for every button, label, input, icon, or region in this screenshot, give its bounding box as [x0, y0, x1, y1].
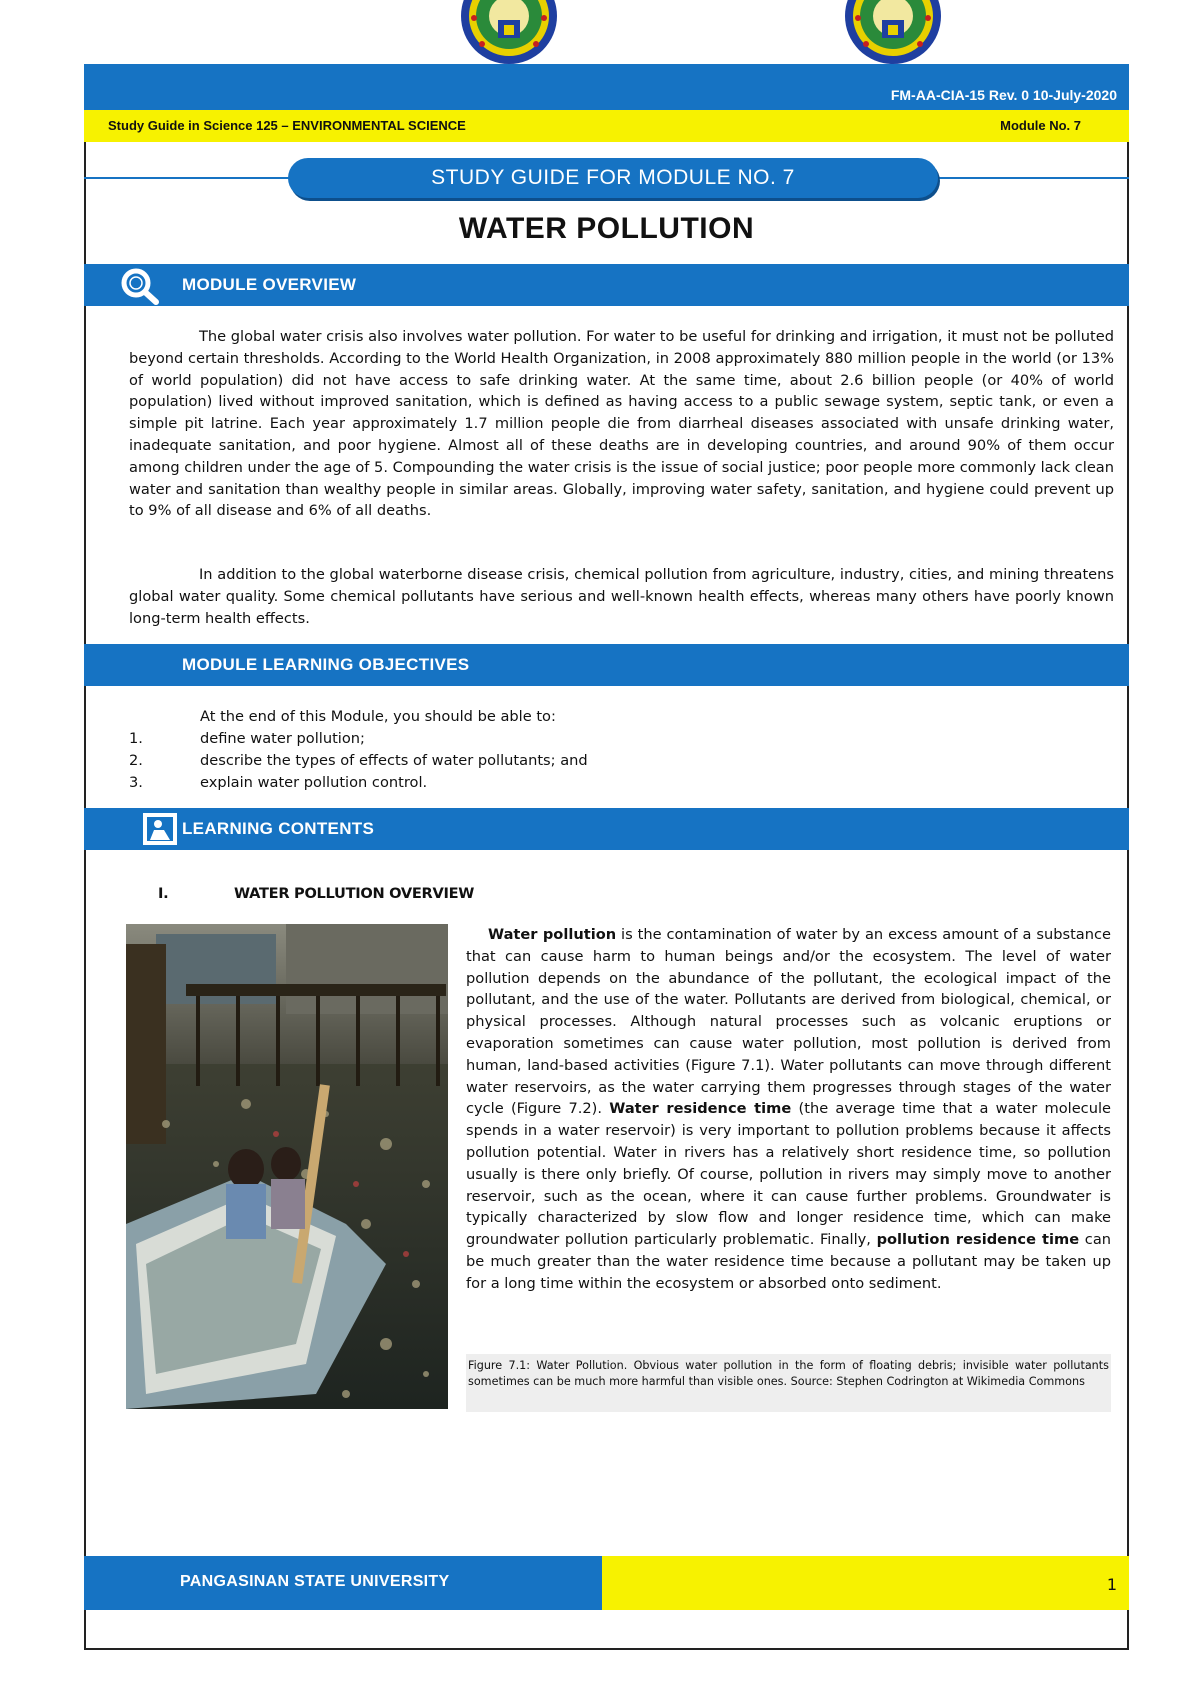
objectives-intro: At the end of this Module, you should be able to:: [200, 708, 556, 725]
study-guide-banner: STUDY GUIDE FOR MODULE NO. 7: [288, 158, 938, 198]
footer-page-bar: [602, 1556, 1129, 1610]
university-seal-left: [460, 0, 558, 66]
guide-header-bar: [84, 110, 1129, 142]
form-code-bar: [84, 64, 1129, 110]
list-item: 2. describe the types of effects of water pollutants; and: [129, 751, 588, 769]
overview-paragraph-1: The global water crisis also involves water pollution. For water to be useful for drinking and irrigation, it must not be polluted beyond certain thresholds. According to the World Health Organization, in 2008 approximately 880 million people in the world (or 13% of world population) did not have access to safe drinking water. At the same time, about 2.6 billion people (or 40% of world population) lived without improved sanitation, which is defined as having access to a public sewage system, septic tank, or even a simple pit latrine. Each year approximately 1.7 million people die from diarrheal diseases associated with unsafe drinking water, inadequate sanitation, and poor hygiene. Almost all of these deaths are in developing countries, and around 90% of them occur among children under the age of 5. Compounding the water crisis is the issue of social justice; poor people more commonly lack clean water and sanitation than wealthy people in similar areas. Globally, improving water safety, sanitation, and hygiene could prevent up to 9% of all disease and 6% of all deaths.: [129, 328, 1114, 520]
page-number: 1: [1106, 1575, 1117, 1594]
module-overview-header: [84, 264, 1129, 306]
section-title: WATER POLLUTION OVERVIEW: [234, 885, 475, 902]
term-water-residence-time: Water residence time: [609, 1100, 792, 1118]
page-title: WATER POLLUTION: [458, 212, 755, 245]
objectives-header: [84, 644, 1129, 686]
module-overview-heading: MODULE OVERVIEW: [182, 275, 357, 294]
overview-paragraph-2: In addition to the global waterborne disease crisis, chemical pollution from agriculture, industry, cities, and mining threatens global water quality. Some chemical pollutants have serious and well-known health effects, whereas many others have poorly known long-term health effects.: [129, 566, 1114, 627]
guide-title: Study Guide in Science 125 – ENVIRONMENTAL SCIENCE: [108, 118, 466, 133]
reader-icon: [142, 812, 178, 850]
water-pollution-text: Water pollution is the contamination of water by an excess amount of a substance that can cause harm to human beings and/or the ecosystem. The level of water pollution depends on the abundance of the pollutant, the ecological impact of the pollutant, and the use of the water. Pollutants are derived from biological, chemical, or physical processes. Although natural processes such as volcanic eruptions or evaporation sometimes can cause water pollution, most pollution is derived from human, land-based activities (Figure 7.1). Water pollutants can move through different water reservoirs, as the water carrying them progresses through stages of the water cycle (Figure 7.2). Water residence time (the average time that a water molecule spends in a water reservoir) is very important to pollution problems because it affects pollution potential. Water in rivers has a relatively short residence time, so pollution usually is there only briefly. Of course, pollution in rivers may simply move to another reservoir, such as the ocean, where it can cause further problems. Groundwater is typically characterized by slow flow and longer residence time, which can make groundwater pollution particularly problematic. Finally, pollution residence time can be much greater than the water residence time because a pollutant may be taken up for a long time within the ecosystem or absorbed onto sediment.: [466, 926, 1112, 1292]
water-pollution-photo: [126, 924, 448, 1409]
footer-university-bar: [84, 1556, 602, 1610]
term-pollution-residence-time: pollution residence time: [876, 1231, 1080, 1249]
objectives-list: [129, 728, 588, 793]
term-water-pollution: Water pollution: [488, 926, 617, 943]
list-item: 3. explain water pollution control.: [129, 773, 428, 791]
university-name: PANGASINAN STATE UNIVERSITY: [180, 1573, 450, 1590]
magnifier-icon: [120, 267, 160, 309]
list-item: 1. define water pollution;: [129, 730, 365, 747]
learning-contents-header: [84, 808, 1129, 850]
section-number: I.: [158, 885, 169, 902]
module-number: Module No. 7: [1000, 118, 1081, 133]
objectives-heading: MODULE LEARNING OBJECTIVES: [182, 655, 470, 674]
form-code: FM-AA-CIA-15 Rev. 0 10-July-2020: [890, 87, 1117, 103]
university-seal-right: [844, 0, 942, 66]
figure-caption: Figure 7.1: Water Pollution. Obvious water pollution in the form of floating debris; invisible water pollutants sometimes can be much more harmful than visible ones. Source: Stephen Codrington at Wikimedia Commons: [468, 1359, 1109, 1388]
learning-contents-heading: LEARNING CONTENTS: [182, 819, 375, 838]
